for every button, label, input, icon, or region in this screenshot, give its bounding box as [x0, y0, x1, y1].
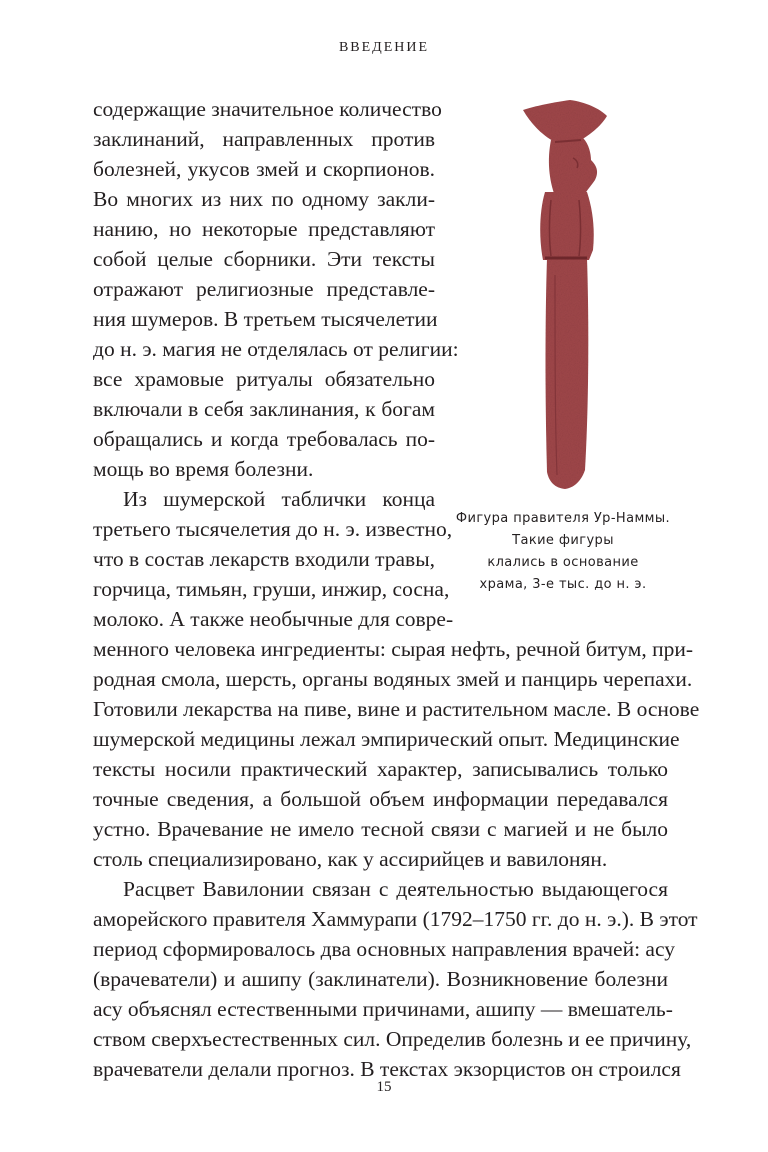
figure-caption: [444, 508, 682, 596]
text-line: третьего тысячелетия до н. э. известно,: [93, 517, 453, 541]
text-line: горчица, тимьян, груши, инжир, сосна,: [93, 577, 450, 601]
text-line: молоко. А также необычные для совре-: [93, 607, 454, 631]
ur-nammu-figure-image: [515, 100, 615, 490]
caption-line: Такие фигуры: [512, 533, 614, 548]
text-line: менного человека ингредиенты: сырая нефть, речной битум, при-: [93, 637, 694, 661]
text-line: Во многих из них по одному закли-: [93, 187, 435, 211]
text-line: устно. Врачевание не имело тесной связи с магией и не было: [93, 817, 668, 841]
text-line: отражают религиозные представле-: [93, 277, 435, 301]
text-line: болезней, укусов змей и скорпионов.: [93, 157, 435, 181]
text-line: Расцвет Вавилонии связан с деятельностью выдающегося: [123, 877, 668, 901]
text-line: столь специализировано, как у ассирийцев и вавилонян.: [93, 847, 608, 871]
text-line: врачеватели делали прогноз. В текстах экзорцистов он строился: [93, 1057, 681, 1081]
text-line: ния шумеров. В третьем тысячелетии: [93, 307, 438, 331]
text-line: что в состав лекарств входили травы,: [93, 547, 436, 571]
text-line: все храмовые ритуалы обязательно: [93, 367, 435, 391]
text-line: шумерской медицины лежал эмпирический опыт. Медицинские: [93, 727, 680, 751]
text-line: родная смола, шерсть, органы водяных змей и панцирь черепахи.: [93, 667, 693, 691]
text-line: мощь во время болезни.: [93, 457, 314, 481]
text-line: заклинаний, направленных против: [93, 127, 435, 151]
caption-line: клались в основание: [487, 555, 639, 570]
text-line: период сформировалось два основных направления врачей: асу: [93, 937, 675, 961]
text-line: (врачеватели) и ашипу (заклинатели). Возникновение болезни: [93, 967, 668, 991]
caption-line: храма, 3-е тыс. до н. э.: [479, 577, 647, 592]
text-line: обращались и когда требовалась по-: [93, 427, 435, 451]
text-line: ством сверхъестественных сил. Определив болезнь и ее причину,: [93, 1027, 692, 1051]
caption-line: Фигура правителя Ур-Наммы.: [455, 511, 671, 526]
text-line: Готовили лекарства на пиве, вине и растительном масле. В основе: [93, 697, 700, 721]
text-line: включали в себя заклинания, к богам: [93, 397, 435, 421]
text-line: содержащие значительное количество: [93, 97, 442, 121]
page-number: 15: [376, 1079, 392, 1095]
text-line: собой целые сборники. Эти тексты: [93, 247, 435, 271]
text-line: нанию, но некоторые представляют: [93, 217, 435, 241]
text-line: тексты носили практический характер, записывались только: [93, 757, 668, 781]
text-line: аморейского правителя Хаммурапи (1792–1750 гг. до н. э.). В этот: [93, 907, 698, 931]
running-header: ВВЕДЕНИЕ: [338, 40, 430, 55]
text-line: точные сведения, а большой объем информации передавался: [93, 787, 668, 811]
text-line: асу объяснял естественными причинами, ашипу — вмешатель-: [93, 997, 673, 1021]
text-line: до н. э. магия не отделялась от религии:: [93, 337, 459, 361]
text-line: Из шумерской таблички конца: [123, 487, 435, 511]
